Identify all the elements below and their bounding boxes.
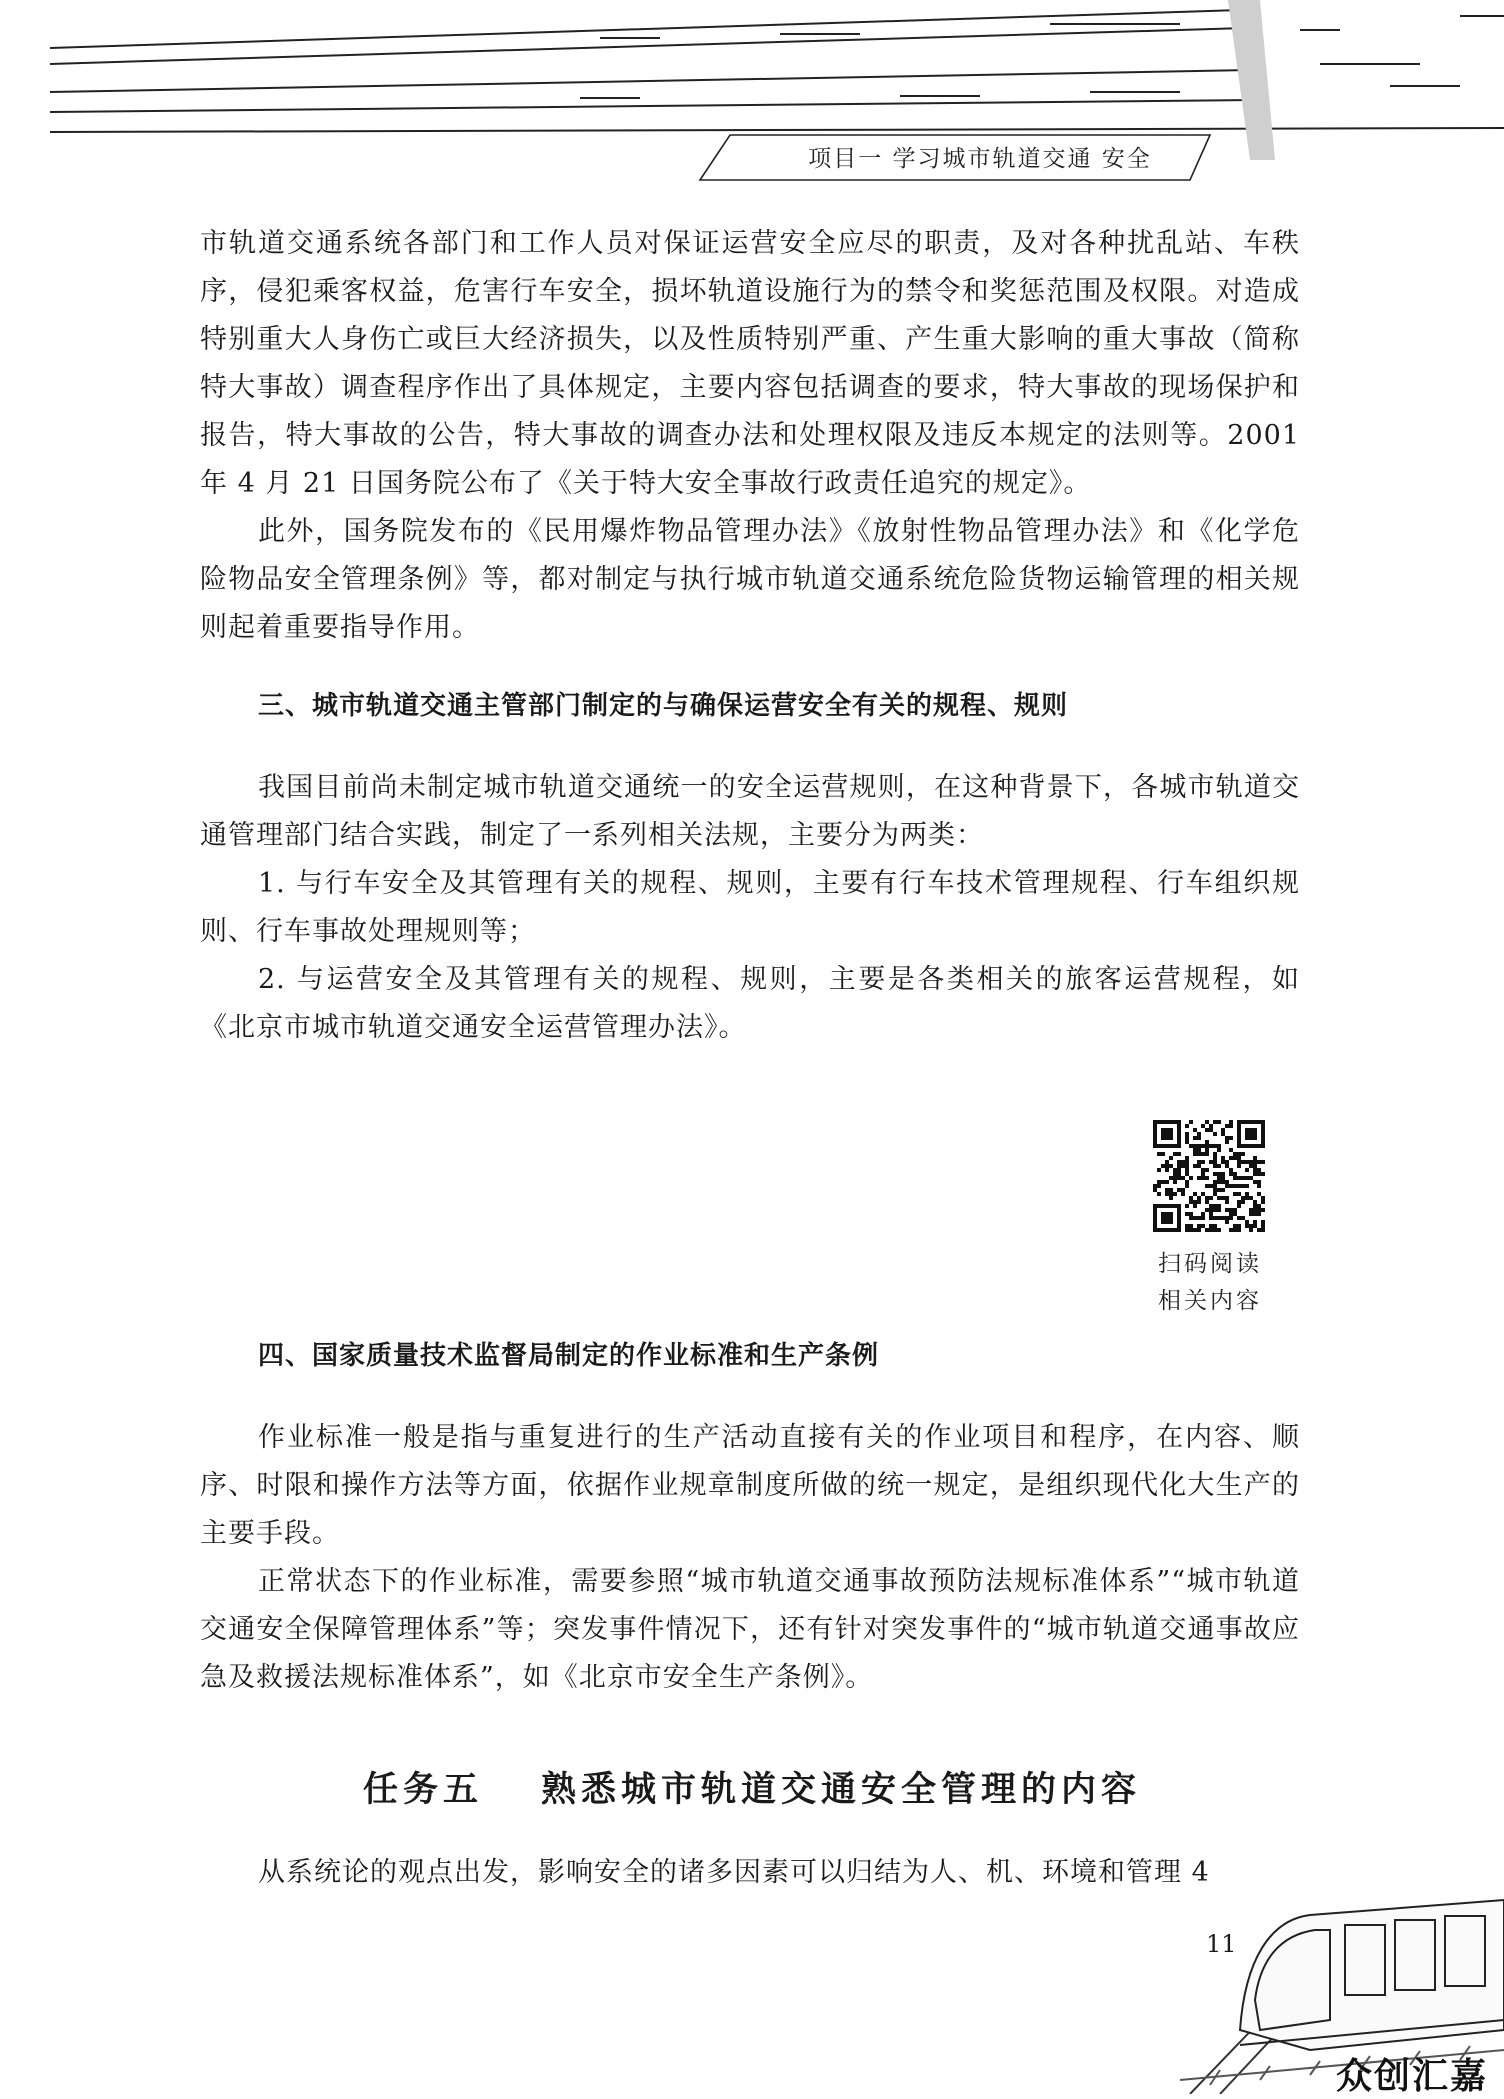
- task-heading: [0, 1762, 1504, 1812]
- task-label: 任务五: [362, 1770, 483, 1810]
- qr-code[interactable]: [1153, 1120, 1265, 1232]
- chapter-title: 项目一 学习城市轨道交通 安全: [808, 146, 1152, 172]
- paragraph: 1. 与行车安全及其管理有关的规程、规则，主要有行车技术管理规程、行车组织规则、行车事故处理规则等；: [200, 868, 1300, 947]
- qr-spacer: [200, 1052, 1300, 1302]
- section-heading-3: 三、城市轨道交通主管部门制定的与确保运营安全有关的规程、规则: [258, 691, 1069, 721]
- header-decoration: [0, 0, 1504, 190]
- paragraph: 从系统论的观点出发，影响安全的诸多因素可以归结为人、机、环境和管理 4: [258, 1857, 1210, 1888]
- section-heading-4: 四、国家质量技术监督局制定的作业标准和生产条例: [258, 1341, 880, 1371]
- paragraph: 2. 与运营安全及其管理有关的规程、规则，主要是各类相关的旅客运营规程，如《北京市城市轨道交通安全运营管理办法》。: [200, 964, 1300, 1043]
- qr-code-block: [1150, 1120, 1270, 1320]
- page-number: 11: [1206, 1930, 1237, 1958]
- paragraph: 市轨道交通系统各部门和工作人员对保证运营安全应尽的职责，及对各种扰乱站、车秩序，侵犯乘客权益，危害行车安全，损坏轨道设施行为的禁令和奖惩范围及权限。对造成特别重大人身伤亡或巨大经济损失，以及性质特别严重、产生重大影响的重大事故（简称特大事故）调查程序作出了具体规定，主要内容包括调查的要求，特大事故的现场保护和报告，特大事故的公告，特大事故的调查办法和处理权限及违反本规定的法则等。2001 年 4 月 21 日国务院公布了《关于特大安全事故行政责任追究的规定》。: [200, 228, 1300, 499]
- qr-caption-line1: 扫码阅读: [1158, 1251, 1262, 1277]
- paragraph: 作业标准一般是指与重复进行的生产活动直接有关的作业项目和程序，在内容、顺序、时限和操作方法等方面，依据作业规章制度所做的统一规定，是组织现代化大生产的主要手段。: [200, 1422, 1300, 1549]
- qr-caption-line2: 相关内容: [1158, 1288, 1262, 1314]
- watermark: 众创汇嘉: [1336, 2056, 1489, 2097]
- paragraph: 我国目前尚未制定城市轨道交通统一的安全运营规则，在这种背景下，各城市轨道交通管理部门结合实践，制定了一系列相关法规，主要分为两类：: [200, 772, 1300, 851]
- body-text: [200, 220, 1300, 1702]
- paragraph: 此外，国务院发布的《民用爆炸物品管理办法》《放射性物品管理办法》和《化学危险物品安全管理条例》等，都对制定与执行城市轨道交通系统危险货物运输管理的相关规则起着重要指导作用。: [200, 516, 1300, 643]
- task-title: 熟悉城市轨道交通安全管理的内容: [541, 1770, 1142, 1810]
- paragraph: 正常状态下的作业标准，需要参照“城市轨道交通事故预防法规标准体系”“城市轨道交通安全保障管理体系”等；突发事件情况下，还有针对突发事件的“城市轨道交通事故应急及救援法规标准体系”，如《北京市安全生产条例》。: [200, 1566, 1300, 1693]
